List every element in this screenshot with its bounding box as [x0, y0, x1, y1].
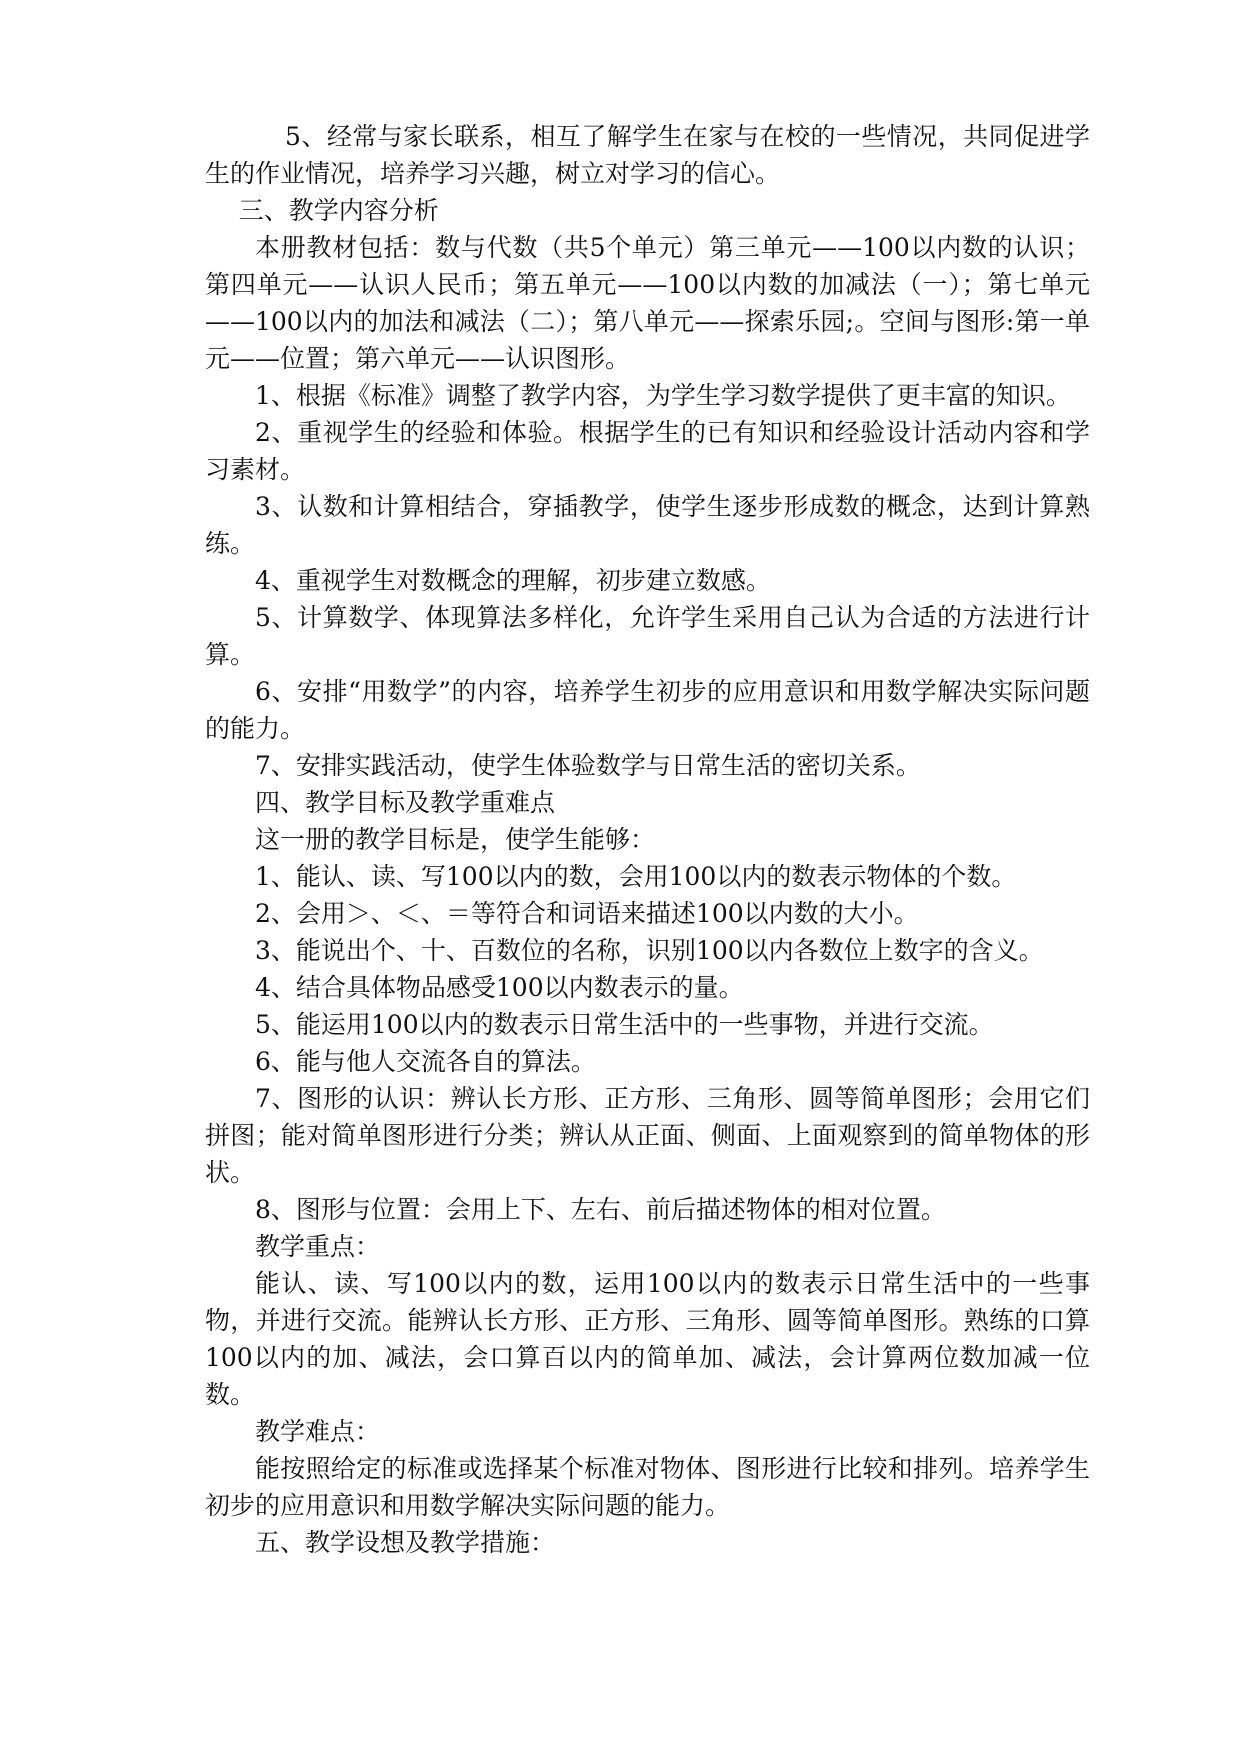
list-item-goal-4: 4、结合具体物品感受100以内数表示的量。	[255, 973, 744, 1002]
list-item-goal-5: 5、能运用100以内的数表示日常生活中的一些事物，并进行交流。	[255, 1010, 994, 1039]
list-item-goal-1: 1、能认、读、写100以内的数，会用100以内的数表示物体的个数。	[255, 862, 1017, 891]
list-item-goal-2: 2、会用＞、＜、＝等符合和词语来描述100以内数的大小。	[255, 899, 919, 928]
list-item-content-3: 3、认数和计算相结合，穿插教学，使学生逐步形成数的概念，达到计算熟练。	[205, 492, 1090, 558]
list-item-goal-3: 3、能说出个、十、百数位的名称，识别100以内各数位上数字的含义。	[255, 936, 1044, 965]
paragraph-goals-intro: 这一册的教学目标是，使学生能够：	[255, 825, 656, 854]
list-item-goal-7: 7、图形的认识：辨认长方形、正方形、三角形、圆等简单图形；会用它们拼图；能对简单图形进行分类；辨认从正面、侧面、上面观察到的简单物体的形状。	[205, 1084, 1090, 1187]
heading-goals: 四、教学目标及教学重难点	[255, 788, 556, 817]
document-page	[205, 118, 1090, 1561]
paragraph-difficulties: 能按照给定的标准或选择某个标准对物体、图形进行比较和排列。培养学生初步的应用意识和用数学解决实际问题的能力。	[205, 1454, 1090, 1520]
list-item-content-1: 1、根据《标准》调整了教学内容，为学生学习数学提供了更丰富的知识。	[255, 381, 1071, 410]
list-item-content-7: 7、安排实践活动，使学生体验数学与日常生活的密切关系。	[255, 751, 921, 780]
list-item-content-4: 4、重视学生对数概念的理解，初步建立数感。	[255, 566, 771, 595]
list-item-goal-8: 8、图形与位置：会用上下、左右、前后描述物体的相对位置。	[255, 1195, 946, 1224]
heading-content-analysis: 三、教学内容分析	[238, 196, 439, 225]
heading-difficulties: 教学难点：	[255, 1417, 381, 1446]
list-item-goal-6: 6、能与他人交流各自的算法。	[255, 1047, 596, 1076]
paragraph-key-points: 能认、读、写100以内的数，运用100以内的数表示日常生活中的一些事物，并进行交流。能辨认长方形、正方形、三角形、圆等简单图形。熟练的口算100以内的加、减法，会口算百以内的简单加、减法，会计算两位数加减一位数。	[205, 1269, 1090, 1409]
heading-teaching-measures: 五、教学设想及教学措施：	[255, 1528, 556, 1557]
heading-key-points: 教学重点：	[255, 1232, 381, 1261]
paragraph-contact-parents: 5、经常与家长联系，相互了解学生在家与在校的一些情况，共同促进学生的作业情况，培养学习兴趣，树立对学习的信心。	[205, 122, 1090, 188]
list-item-content-5: 5、计算数学、体现算法多样化，允许学生采用自己认为合适的方法进行计算。	[205, 603, 1090, 669]
list-item-content-6: 6、安排“用数学”的内容，培养学生初步的应用意识和用数学解决实际问题的能力。	[205, 677, 1090, 743]
paragraph-textbook-units: 本册教材包括：数与代数（共5个单元）第三单元——100以内数的认识；第四单元——认识人民币；第五单元——100以内数的加减法（一）；第七单元——100以内的加法和减法（二）；第八单元——探索乐园;。空间与图形:第一单元——位置；第六单元——认识图形。	[205, 233, 1090, 373]
list-item-content-2: 2、重视学生的经验和体验。根据学生的已有知识和经验设计活动内容和学习素材。	[205, 418, 1090, 484]
